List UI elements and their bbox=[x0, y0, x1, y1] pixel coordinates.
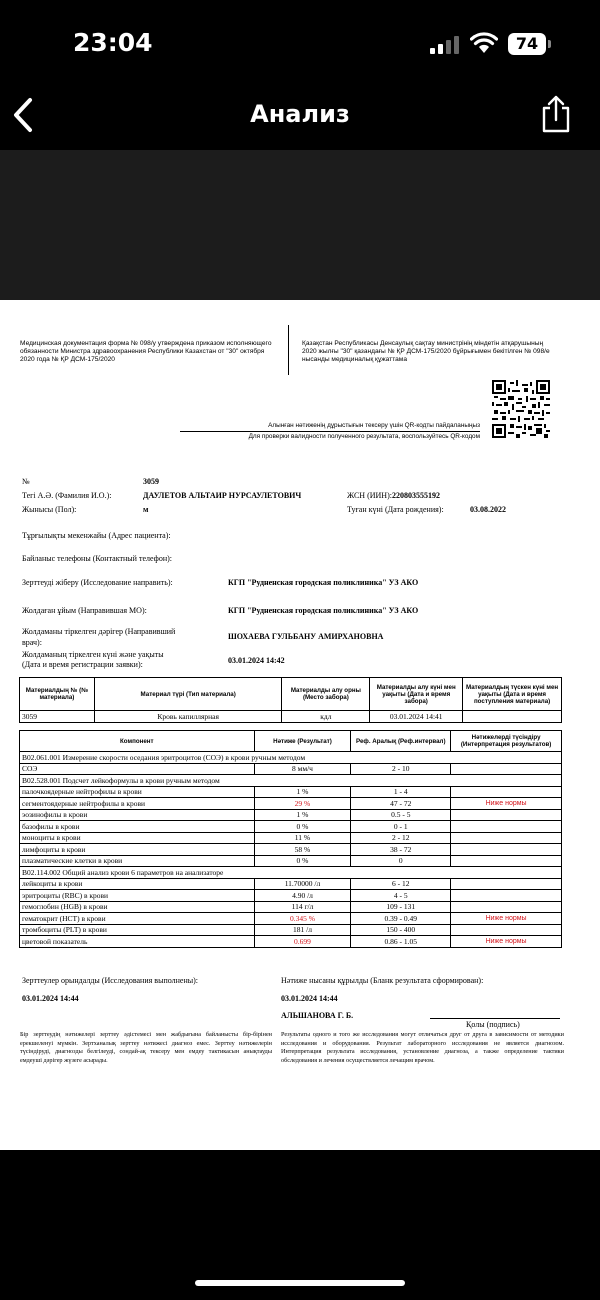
cellular-signal-icon bbox=[430, 36, 460, 54]
signature-line bbox=[430, 1018, 560, 1019]
qr-text-ru: Для проверки валидности полученного результата, воспользуйтесь QR-кодом bbox=[248, 433, 480, 440]
table-row bbox=[20, 763, 562, 775]
status-bar bbox=[0, 0, 600, 90]
mo-label: Жолдаған ұйым (Направившая МО): bbox=[22, 606, 147, 615]
result-value: 58 % bbox=[254, 844, 351, 856]
material-cell: 03.01.2024 14:41 bbox=[370, 711, 463, 723]
material-header: Материал түрі (Тип материала) bbox=[94, 678, 282, 711]
result-value: 0.345 % bbox=[254, 913, 351, 925]
table-row bbox=[20, 936, 562, 948]
result-value: 11.70000 /л bbox=[254, 878, 351, 890]
material-header: Материалдың № (№ материала) bbox=[20, 678, 95, 711]
header-left: Медицинская документация форма № 098/у утверждена приказом исполняющего обязанности Министра здравоохранения Республики Казахстан от "30" октября 2020 года № ҚР ДСМ-175/2020 bbox=[20, 340, 272, 363]
reg-label-1: Жолдаманың тіркелген күні және уақыты bbox=[22, 650, 164, 659]
result-value: 181 /л bbox=[254, 924, 351, 936]
reference-range: 2 - 12 bbox=[351, 832, 451, 844]
component-name: плазматические клетки в крови bbox=[20, 855, 255, 867]
doctor-label-2: врач): bbox=[22, 638, 42, 647]
interpretation: Ниже нормы bbox=[451, 936, 562, 948]
qr-code-icon[interactable] bbox=[492, 380, 550, 438]
table-row bbox=[20, 901, 562, 913]
table-row bbox=[20, 786, 562, 798]
battery-icon: 74 bbox=[508, 33, 546, 55]
qr-text-kz: Алынған нәтиженің дұрыстығын тексеру үшін QR-кодты пайдаланыңыз bbox=[180, 421, 480, 432]
reference-range: 0 - 1 bbox=[351, 821, 451, 833]
table-row bbox=[20, 890, 562, 902]
results-group-row bbox=[20, 752, 562, 764]
reference-range: 38 - 72 bbox=[351, 844, 451, 856]
table-row bbox=[20, 855, 562, 867]
result-value: 114 г/л bbox=[254, 901, 351, 913]
name-label: Тегі А.Ә. (Фамилия И.О.): bbox=[22, 491, 112, 500]
header-right: Қазақстан Республикасы Денсаулық сақтау министрінің міндетін атқарушының 2020 жылғы "30" қазандағы № ҚР ДСМ-175/2020 бұйрығымен бекітілген № 098/е нысанды медициналық құжаттама bbox=[302, 340, 550, 363]
interpretation bbox=[451, 890, 562, 902]
header-divider bbox=[288, 325, 289, 375]
reference-range: 0.39 - 0.49 bbox=[351, 913, 451, 925]
results-table bbox=[19, 730, 562, 948]
result-value: 0.699 bbox=[254, 936, 351, 948]
note-kz: Бір зерттеудің нәтижелері зерттеу әдістемесі мен жабдығына байланысты бір-бірінен ерекшеленуі мүмкін. Зертханалық зерттеу нәтижесі диагноз емес. Зерттеу нәтижелерін түсіндіруді, диагнозды белгілеуді, сондай-ақ тексеру мен емдеу тактикасын анықтауды емдеуші дәрігер жүзеге асырады. bbox=[20, 1031, 272, 1064]
component-name: гематокрит (HCT) в крови bbox=[20, 913, 255, 925]
reg-label-2: (Дата и время регистрации заявки): bbox=[22, 660, 143, 669]
result-value: 1 % bbox=[254, 809, 351, 821]
reference-range: 150 - 400 bbox=[351, 924, 451, 936]
result-value: 8 мм/ч bbox=[254, 763, 351, 775]
interpretation bbox=[451, 924, 562, 936]
interpretation bbox=[451, 809, 562, 821]
results-group-row bbox=[20, 775, 562, 787]
address-label: Тұрғылықты мекенжайы (Адрес пациента): bbox=[22, 531, 171, 540]
table-row bbox=[20, 924, 562, 936]
doctor-label-1: Жолдаманы тіркелген дәрігер (Направивший bbox=[22, 627, 176, 636]
table-row bbox=[20, 913, 562, 925]
interpretation: Ниже нормы bbox=[451, 798, 562, 810]
reg-value: 03.01.2024 14:42 bbox=[228, 656, 285, 665]
interpretation bbox=[451, 878, 562, 890]
reference-range: 4 - 5 bbox=[351, 890, 451, 902]
component-name: цветовой показатель bbox=[20, 936, 255, 948]
reference-range: 0 bbox=[351, 855, 451, 867]
dob-value: 03.08.2022 bbox=[470, 505, 506, 514]
results-group-row bbox=[20, 867, 562, 879]
iin-value: 220803555192 bbox=[392, 491, 440, 500]
result-value: 1 % bbox=[254, 786, 351, 798]
note-ru: Результаты одного и того же исследования могут отличаться друг от друга в зависимости от методики исследования и оборудования. Результат лабораторного исследования не является диагнозом. Интерпретация результата исследования, установление диагноза, а также определение тактики обследования и лечения осуществляется лечащим врачом. bbox=[281, 1031, 564, 1064]
iin-label: ЖСН (ИИН): bbox=[347, 491, 392, 500]
component-name: палочкоядерные нейтрофилы в крови bbox=[20, 786, 255, 798]
signature-label: Қолы (подпись) bbox=[466, 1020, 520, 1029]
component-name: лимфоциты в крови bbox=[20, 844, 255, 856]
doctor-value: ШОХАЕВА ГУЛЬБАНУ АМИРХАНОВНА bbox=[228, 632, 384, 641]
component-name: эритроциты (RBC) в крови bbox=[20, 890, 255, 902]
interpretation: Ниже нормы bbox=[451, 913, 562, 925]
number-label: № bbox=[22, 477, 30, 486]
component-name: лейкоциты в крови bbox=[20, 878, 255, 890]
table-row bbox=[20, 832, 562, 844]
component-name: гемоглобин (HGB) в крови bbox=[20, 901, 255, 913]
qr-instructions bbox=[180, 421, 480, 441]
interpretation bbox=[451, 901, 562, 913]
sent-label: Зерттеуді жіберу (Исследование направить): bbox=[22, 578, 173, 587]
sent-value: КГП "Рудненская городская поликлиника" УЗ АКО bbox=[228, 578, 419, 587]
interpretation bbox=[451, 786, 562, 798]
material-cell: 3059 bbox=[20, 711, 95, 723]
group-title: B02.114.002 Общий анализ крови 6 параметров на анализаторе bbox=[20, 867, 562, 879]
reference-range: 109 - 131 bbox=[351, 901, 451, 913]
material-table bbox=[19, 677, 562, 723]
material-header: Материалды алу күні мен уақыты (Дата и время забора) bbox=[370, 678, 463, 711]
result-value: 0 % bbox=[254, 855, 351, 867]
navigation-bar bbox=[0, 90, 600, 148]
results-header: Нәтиже (Результат) bbox=[254, 731, 351, 752]
interpretation bbox=[451, 821, 562, 833]
page-title: Анализ bbox=[250, 100, 350, 128]
mo-value: КГП "Рудненская городская поликлиника" УЗ АКО bbox=[228, 606, 419, 615]
material-header: Материалды алу орны (Место забора) bbox=[282, 678, 370, 711]
interpretation bbox=[451, 844, 562, 856]
material-cell bbox=[463, 711, 562, 723]
home-indicator[interactable] bbox=[195, 1280, 405, 1286]
component-name: тромбоциты (PLT) в крови bbox=[20, 924, 255, 936]
battery-tip bbox=[548, 40, 551, 48]
sex-label: Жынысы (Пол): bbox=[22, 505, 77, 514]
component-name: СОЭ bbox=[20, 763, 255, 775]
results-header: Компонент bbox=[20, 731, 255, 752]
formed-value: 03.01.2024 14:44 bbox=[281, 994, 338, 1003]
results-header: Нәтижелерді түсіндіру (Интерпретация результатов) bbox=[451, 731, 562, 752]
table-row bbox=[20, 878, 562, 890]
reference-range: 2 - 10 bbox=[351, 763, 451, 775]
result-value: 4.90 /л bbox=[254, 890, 351, 902]
reference-range: 0.86 - 1.05 bbox=[351, 936, 451, 948]
reference-range: 6 - 12 bbox=[351, 878, 451, 890]
material-cell: кдл bbox=[282, 711, 370, 723]
status-time: 23:04 bbox=[73, 28, 153, 57]
material-header: Материалдың түскен күні мен уақыты (Дата и время поступления материала) bbox=[463, 678, 562, 711]
table-row bbox=[20, 809, 562, 821]
component-name: эозинофилы в крови bbox=[20, 809, 255, 821]
component-name: моноциты в крови bbox=[20, 832, 255, 844]
group-title: B02.061.001 Измерение скорости оседания эритроцитов (СОЭ) в крови ручным методом bbox=[20, 752, 562, 764]
results-header: Реф. Аралық (Реф.интервал) bbox=[351, 731, 451, 752]
sex-value: м bbox=[143, 505, 149, 514]
share-icon[interactable] bbox=[539, 94, 573, 134]
table-row bbox=[20, 798, 562, 810]
reference-range: 0.5 - 5 bbox=[351, 809, 451, 821]
component-name: сегментоядерные нейтрофилы в крови bbox=[20, 798, 255, 810]
reference-range: 1 - 4 bbox=[351, 786, 451, 798]
component-name: базофилы в крови bbox=[20, 821, 255, 833]
material-cell: Кровь капиллярная bbox=[94, 711, 282, 723]
interpretation bbox=[451, 832, 562, 844]
result-value: 29 % bbox=[254, 798, 351, 810]
wifi-icon bbox=[470, 32, 498, 54]
performed-value: 03.01.2024 14:44 bbox=[22, 994, 79, 1003]
reference-range: 47 - 72 bbox=[351, 798, 451, 810]
interpretation bbox=[451, 855, 562, 867]
phone-label: Байланыс телефоны (Контактный телефон): bbox=[22, 554, 172, 563]
group-title: B02.528.001 Подсчет лейкоформулы в крови ручным методом bbox=[20, 775, 562, 787]
table-row bbox=[20, 821, 562, 833]
formed-label: Нәтиже нысаны құрылды (Бланк результата сформирован): bbox=[281, 976, 484, 985]
result-value: 0 % bbox=[254, 821, 351, 833]
number-value: 3059 bbox=[143, 477, 159, 486]
patient-name: ДАУЛЕТОВ АЛЬТАИР НУРСАУЛЕТОВИЧ bbox=[143, 491, 302, 500]
dob-label: Туған күні (Дата рождения): bbox=[347, 505, 444, 514]
performed-label: Зерттеулер орындалды (Исследования выполнены): bbox=[22, 976, 198, 985]
signer-name: АЛЬШАНОВА Г. Б. bbox=[281, 1011, 354, 1020]
lab-result-document bbox=[0, 300, 600, 1150]
table-row bbox=[20, 844, 562, 856]
interpretation bbox=[451, 763, 562, 775]
result-value: 11 % bbox=[254, 832, 351, 844]
